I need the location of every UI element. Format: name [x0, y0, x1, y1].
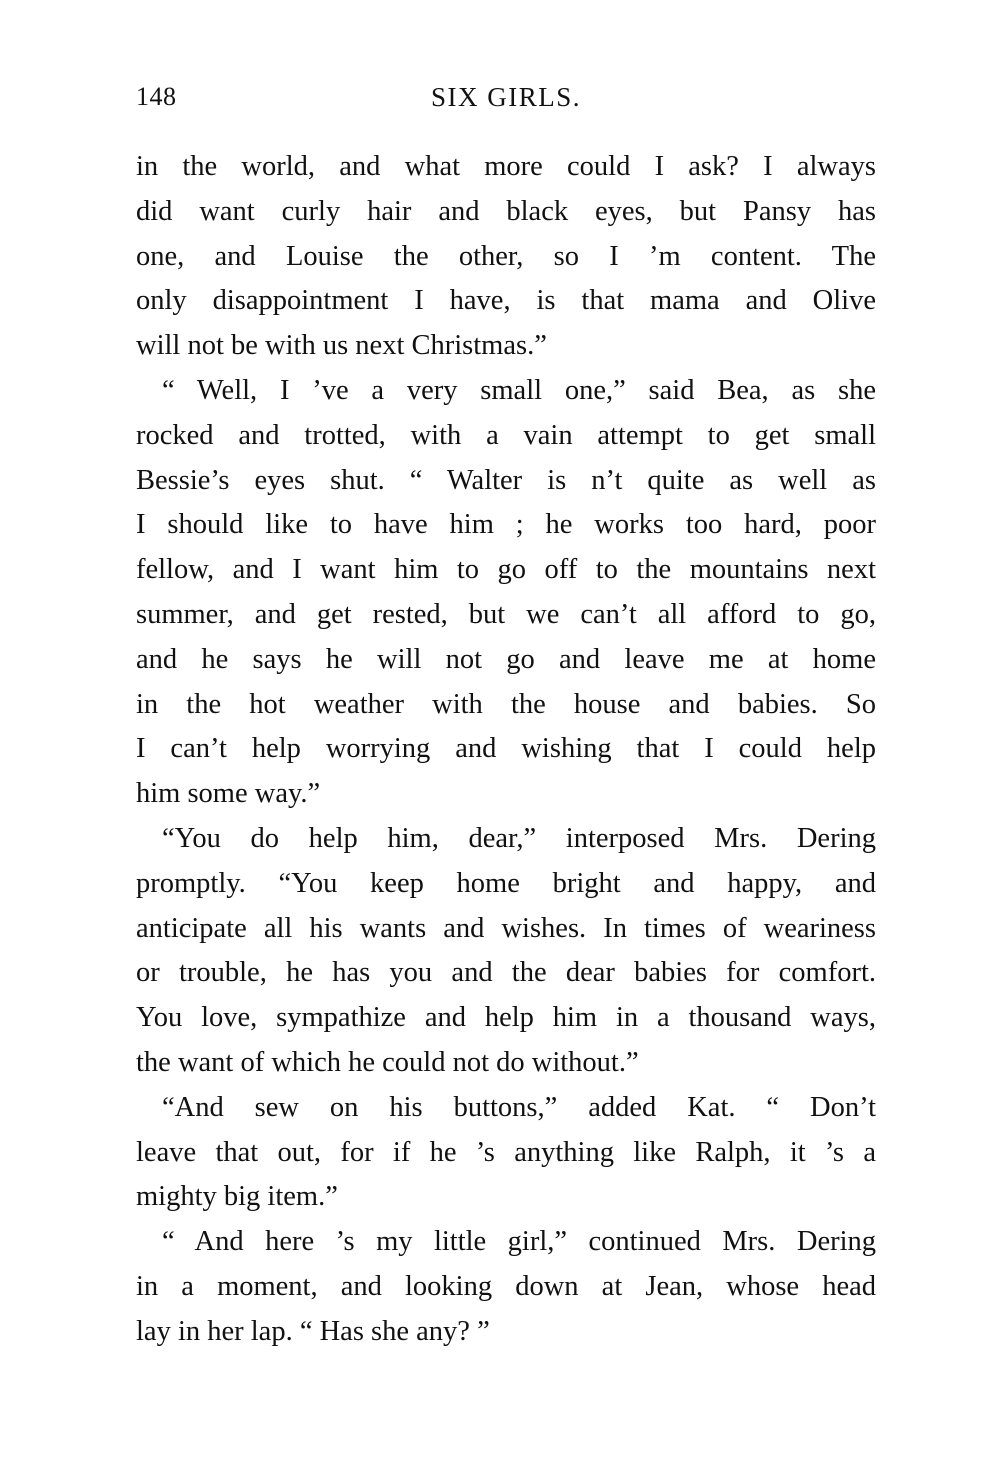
text-line: “And sew on his buttons,” added Kat. “ Don’t — [162, 1091, 876, 1123]
text-line: “You do help him, dear,” interposed Mrs. Dering — [162, 822, 876, 854]
text-line: only disappointment I have, is that mama and Olive — [136, 285, 876, 317]
text-line: will not be with us next Christmas.” — [136, 330, 547, 362]
body-text — [136, 145, 876, 1355]
page-header — [136, 82, 876, 122]
text-line: “ And here ’s my little girl,” continued Mrs. Dering — [162, 1226, 876, 1258]
text-line: mighty big item.” — [136, 1181, 338, 1213]
text-line: in a moment, and looking down at Jean, whose head — [136, 1270, 876, 1302]
text-line: him some way.” — [136, 778, 321, 810]
text-line: summer, and get rested, but we can’t all afford to go, — [136, 598, 876, 630]
text-line: did want curly hair and black eyes, but Pansy has — [136, 195, 876, 227]
text-line: the want of which he could not do without.” — [136, 1046, 639, 1078]
text-line: I can’t help worrying and wishing that I could help — [136, 733, 876, 765]
text-line: and he says he will not go and leave me at home — [136, 643, 876, 675]
text-line: I should like to have him ; he works too hard, poor — [136, 509, 876, 541]
page-number: 148 — [136, 82, 177, 111]
text-line: fellow, and I want him to go off to the mountains next — [136, 554, 876, 586]
text-line: leave that out, for if he ’s anything like Ralph, it ’s a — [136, 1136, 876, 1168]
text-line: or trouble, he has you and the dear babies for comfort. — [136, 957, 876, 989]
text-line: lay in her lap. “ Has she any? ” — [136, 1315, 490, 1347]
text-line: Bessie’s eyes shut. “ Walter is n’t quite as well as — [136, 464, 876, 496]
text-line: rocked and trotted, with a vain attempt to get small — [136, 419, 876, 451]
text-line: promptly. “You keep home bright and happy, and — [136, 867, 876, 899]
text-line: anticipate all his wants and wishes. In times of weariness — [136, 912, 876, 944]
text-line: one, and Louise the other, so I ’m content. The — [136, 240, 876, 272]
running-head: SIX GIRLS. — [430, 82, 581, 112]
text-line: You love, sympathize and help him in a thousand ways, — [136, 1002, 876, 1034]
text-line: in the hot weather with the house and babies. So — [136, 688, 876, 720]
text-line: “ Well, I ’ve a very small one,” said Bea, as she — [162, 374, 876, 406]
text-line: in the world, and what more could I ask? I always — [136, 151, 876, 182]
